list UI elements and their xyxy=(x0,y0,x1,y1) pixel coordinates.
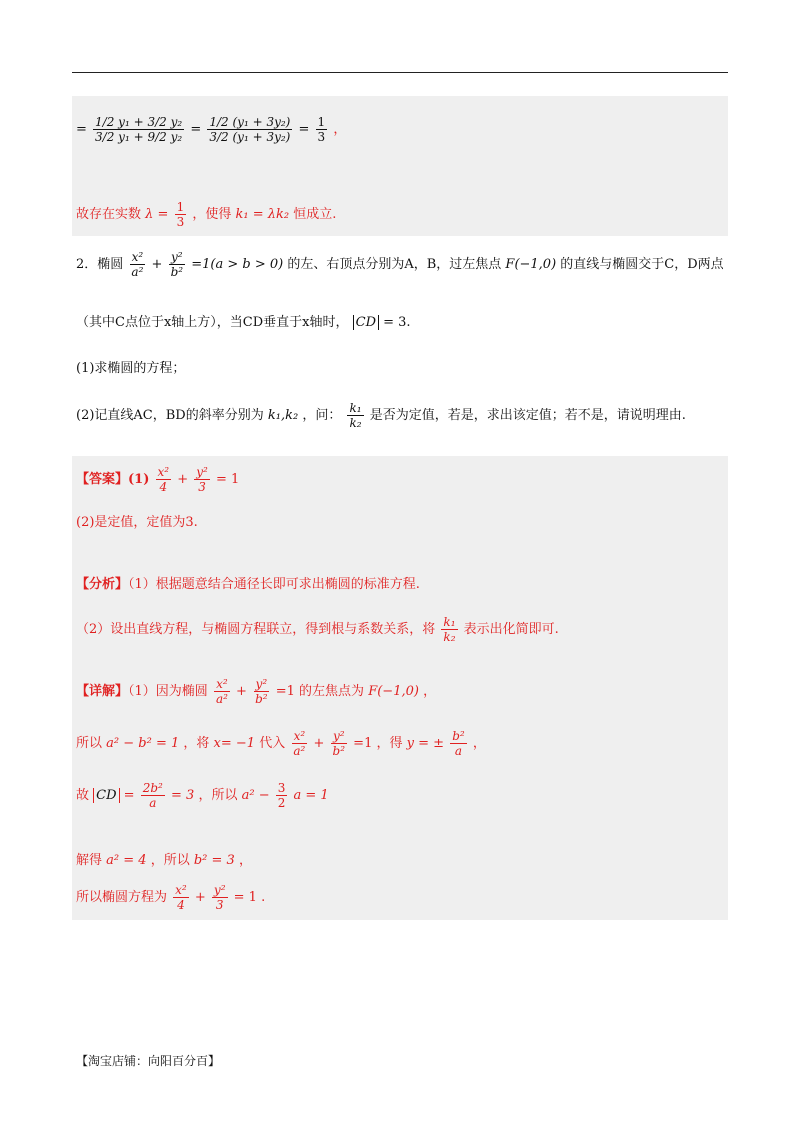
detail-1: 【详解】（1）因为椭圆 $\frac{\text{x²}}{\text{a²}}$ + $\frac{\text{y²}}{\text{b²}}$ =1 的左焦点为 F(−1,0) ， xyxy=(76,677,437,706)
conclusion-line: 故存在实数 λ = $\frac{1}{3}$ ，使得 k₁ = λk₂ 恒成立. xyxy=(76,200,337,229)
question-2: (2)记直线AC，BD的斜率分别为 k₁,k₂ ，问： $\frac{\text{k₁}}{\text{k₂}}$ 是否为定值，若是，求出该定值；若不是，请说明理由. xyxy=(76,401,686,430)
detail-2: 所以 a² − b² = 1 ，将 x= −1 代入 $\frac{\text{x²}}{\text{a²}}$ + $\frac{\text{y²}}{\text{b²}}$ =1 ，得 y = ± $\frac{\text{b²}}{a}$ ， xyxy=(76,729,486,758)
fraction-2: $\frac{\text{1/2 (y₁ + 3y₂)}}{\text{3/2 (y₁ + 3y₂)}}$ xyxy=(209,115,291,144)
answer-line: 【答案】(1) $\frac{\text{x²}}{4}$ + $\frac{\text{y²}}{3}$ = 1 xyxy=(76,465,240,494)
fraction-3: $\frac{1}{3}$ xyxy=(317,115,326,144)
analysis-2: （2）设出直线方程，与椭圆方程联立，得到根与系数关系，将 $\frac{\text{k₁}}{\text{k₂}}$ 表示出化简即可. xyxy=(76,615,559,644)
detail-5: 所以椭圆方程为 $\frac{\text{x²}}{4}$ + $\frac{\text{y²}}{3}$ = 1 . xyxy=(76,883,266,912)
top-calculation: = $\frac{\text{1/2 y₁ + 3/2 y₂}}{\text{3/2 y₁ + 9/2 y₂}}$ = $\frac{\text{1/2 (y₁ + 3y₂)}}{\text{3/2 (y₁ + 3y₂)}}$ = $\frac{1}{3}$ ， xyxy=(76,115,347,144)
fraction-1: $\frac{\text{1/2 y₁ + 3/2 y₂}}{\text{3/2 y₁ + 9/2 y₂}}$ xyxy=(95,115,183,144)
footer-shop-label: 【淘宝店铺：向阳百分百】 xyxy=(76,1054,221,1068)
problem-line-2: （其中C点位于x轴上方），当CD垂直于x轴时， CD = 3. xyxy=(76,315,411,330)
header-rule xyxy=(72,72,728,73)
detail-3: 故 CD = $\frac{\text{2b²}}{a}$ = 3 ，所以 a² − $\frac{3}{2}$ a = 1 xyxy=(76,781,329,810)
answer-part-2: (2)是定值，定值为3. xyxy=(76,515,198,530)
problem-statement: 2．椭圆 $\frac{\text{x²}}{\text{a²}}$ + $\frac{\text{y²}}{\text{b²}}$ =1(a > b > 0) 的左、右顶点分别为A，B，过左焦点 F(−1,0) 的直线与椭圆交于C，D两点 xyxy=(76,250,724,279)
detail-4: 解得 a² = 4 ，所以 b² = 3 ， xyxy=(76,853,252,868)
question-1: (1)求椭圆的方程； xyxy=(76,361,186,376)
analysis-1: 【分析】（1）根据题意结合通径长即可求出椭圆的标准方程. xyxy=(76,577,420,592)
